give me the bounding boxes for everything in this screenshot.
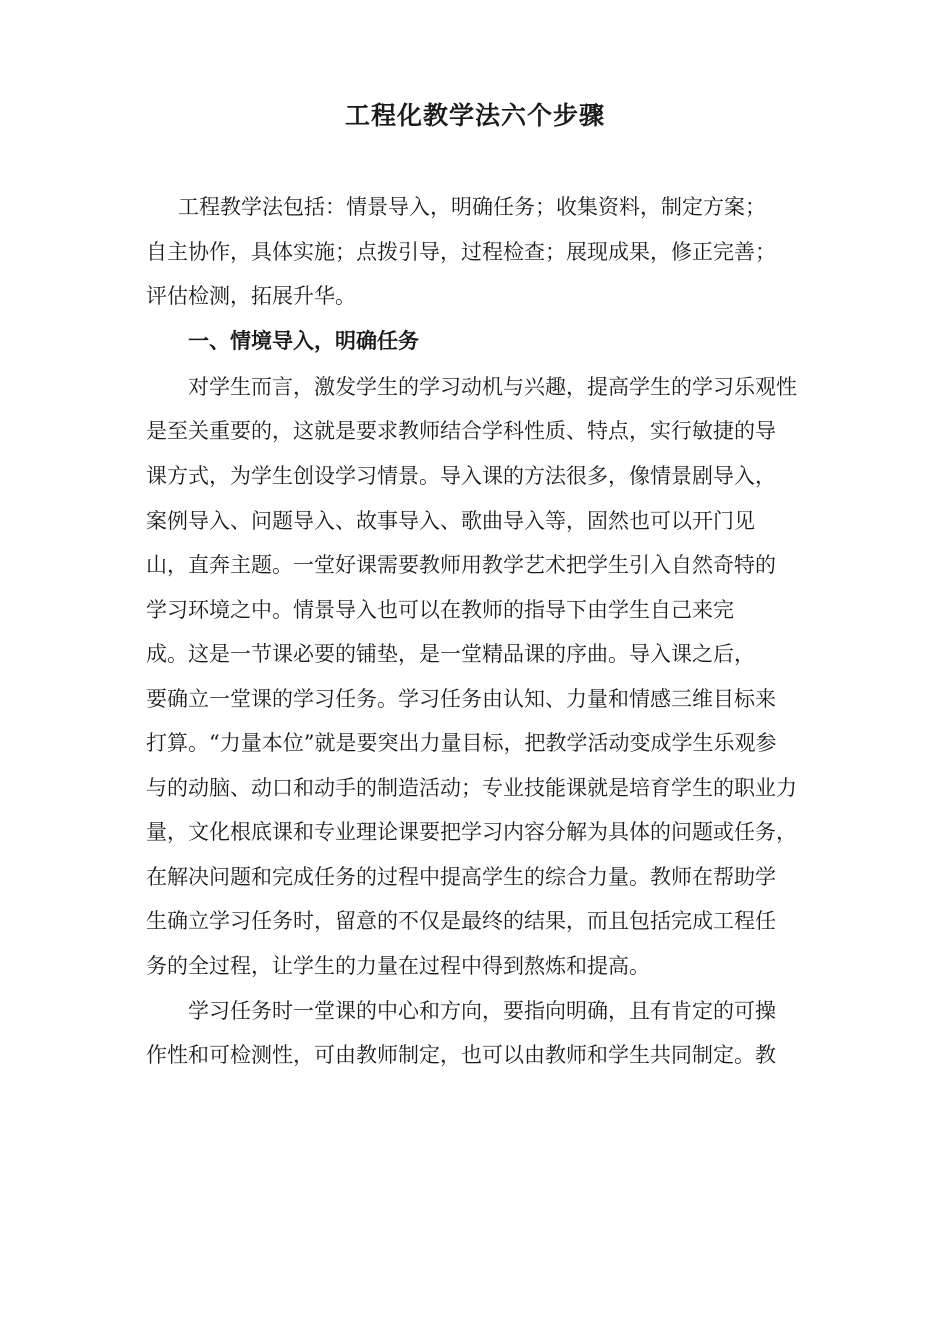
paragraph-2-line-2: 作性和可检测性，可由教师制定，也可以由教师和学生共同制定。教 (146, 1043, 776, 1067)
paragraph-1-line-13: 生确立学习任务时，留意的不仅是最终的结果，而且包括完成工程任 (146, 909, 776, 933)
document-title: 工程化教学法六个步骤 (344, 101, 605, 130)
paragraph-1-line-8: 要确立一堂课的学习任务。学习任务由认知、力量和情感三维目标来 (146, 687, 776, 711)
paragraph-1-line-14: 务的全过程，让学生的力量在过程中得到熬炼和提高。 (146, 954, 650, 978)
paragraph-1-line-1: 对学生而言，激发学生的学习动机与兴趣，提高学生的学习乐观性 (188, 375, 797, 399)
paragraph-1-line-12: 在解决问题和完成任务的过程中提高学生的综合力量。教师在帮助学 (146, 865, 776, 889)
paragraph-1-line-9: 打算。“力量本位”就是要突出力量目标，把教学活动变成学生乐观参 (146, 731, 777, 755)
paragraph-2-line-1: 学习任务时一堂课的中心和方向，要指向明确，且有肯定的可操 (188, 999, 776, 1023)
paragraph-1-line-11: 量，文化根底课和专业理论课要把学习内容分解为具体的问题或任务， (146, 820, 797, 844)
paragraph-1-line-6: 学习环境之中。情景导入也可以在教师的指导下由学生自己来完 (146, 598, 734, 622)
intro-line-2: 自主协作，具体实施；点拨引导，过程检查；展现成果，修正完善； (146, 240, 776, 264)
intro-line-1: 工程教学法包括：情景导入，明确任务；收集资料，制定方案； (178, 195, 766, 219)
intro-line-3: 评估检测，拓展升华。 (146, 284, 356, 308)
paragraph-1-line-10: 与的动脑、动口和动手的制造活动；专业技能课就是培育学生的职业力 (146, 776, 797, 800)
section-heading-1: 一、情境导入，明确任务 (188, 328, 419, 353)
paragraph-1-line-3: 课方式，为学生创设学习情景。导入课的方法很多，像情景剧导入， (146, 464, 776, 488)
paragraph-1-line-2: 是至关重要的，这就是要求教师结合学科性质、特点，实行敏捷的导 (146, 419, 776, 443)
paragraph-1-line-7: 成。这是一节课必要的铺垫，是一堂精品课的序曲。导入课之后， (146, 642, 755, 666)
paragraph-1-line-4: 案例导入、问题导入、故事导入、歌曲导入等，固然也可以开门见 (146, 509, 755, 533)
paragraph-1-line-5: 山，直奔主题。一堂好课需要教师用教学艺术把学生引入自然奇特的 (146, 553, 776, 577)
